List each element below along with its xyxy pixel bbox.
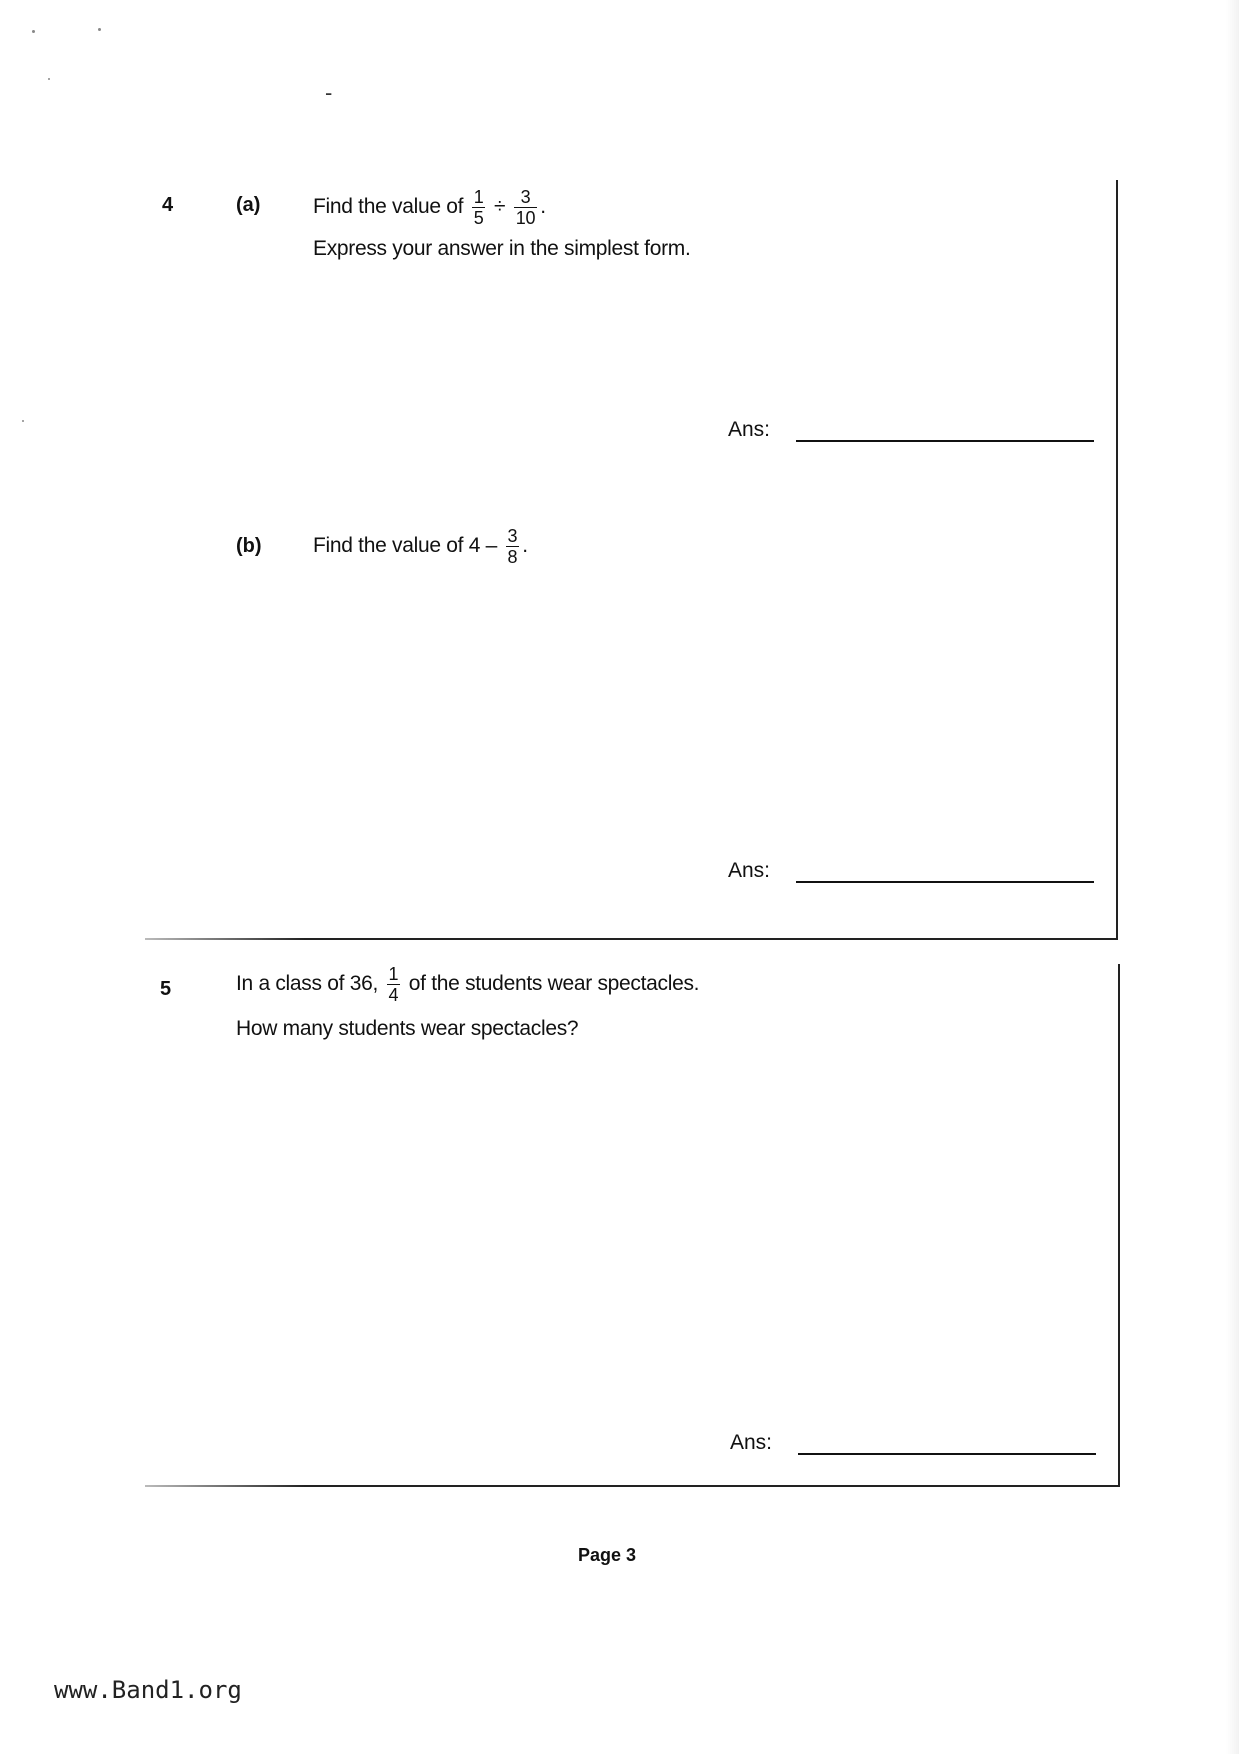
part-label-a: (a) [236,194,261,216]
answer-blank-4a[interactable] [796,440,1094,442]
fraction-numerator: 3 [514,187,537,208]
page-number: Page 3 [578,1545,637,1565]
question-4b-text [313,526,528,567]
answer-label-4a: Ans: [728,418,771,441]
question-5-prefix: In a class of 36, [236,972,378,996]
fraction-numerator: 1 [473,187,484,207]
fraction-denominator: 8 [507,547,518,567]
answer-label-5: Ans: [730,1431,773,1454]
question-4b-prefix: Find the value of 4 – [313,534,497,558]
fraction-one-quarter [387,964,401,1005]
fraction-denominator: 5 [473,208,484,228]
fraction-three-eighths [506,526,520,567]
question-5-box [147,964,1120,1487]
divide-operator: ÷ [493,195,506,219]
question-number: 5 [160,978,172,1000]
scan-speck [22,420,24,422]
answer-blank-5[interactable] [798,1453,1096,1455]
fraction-three-tenths [514,187,537,228]
question-4a-text [313,187,546,228]
box-edge [145,1485,305,1487]
question-5-suffix: of the students wear spectacles. [408,972,700,996]
question-5-text [236,964,699,1005]
question-4-box [147,180,1118,940]
answer-label-4b: Ans: [728,859,771,882]
question-4a-instruction: Express your answer in the simplest form. [313,237,691,260]
period: . [540,195,546,219]
question-4a-prefix: Find the value of [313,195,464,219]
question-number: 4 [162,194,174,216]
answer-blank-4b[interactable] [796,881,1094,883]
box-edge [145,938,305,940]
fraction-denominator: 4 [388,985,399,1005]
period: . [522,534,528,558]
fraction-numerator: 1 [388,964,399,984]
scan-mark: - [325,80,333,105]
scan-speck [32,30,35,33]
question-5-question: How many students wear spectacles? [236,1017,579,1040]
fraction-numerator: 3 [507,526,518,546]
part-label-b: (b) [236,535,262,557]
scan-edge-shadow [1226,0,1239,1754]
scan-speck [98,28,101,31]
fraction-denominator: 10 [515,208,536,228]
scan-speck [48,78,50,80]
source-watermark: www.Band1.org [54,1676,242,1704]
fraction-one-fifth [472,187,486,228]
